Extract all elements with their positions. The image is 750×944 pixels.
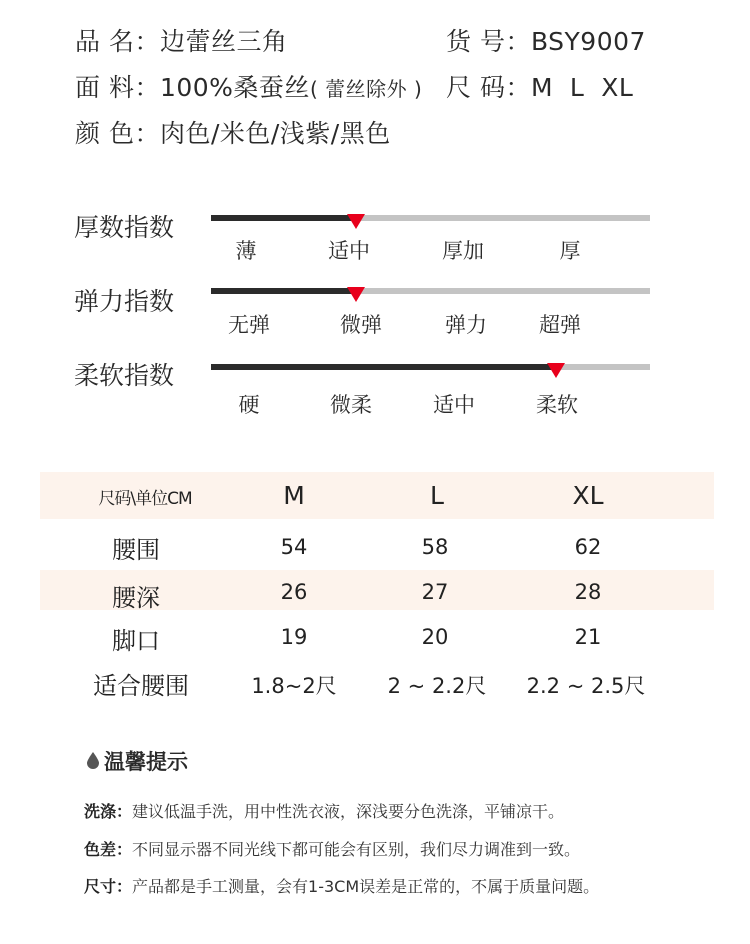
- product-sku-label: 货 号：: [446, 27, 531, 56]
- softness-level-1: 硬: [238, 393, 260, 417]
- table-row-label: 腰围: [112, 536, 160, 564]
- table-cell: 62: [574, 535, 602, 559]
- color-value: 肉色/米色/浅紫/黑色: [159, 119, 391, 148]
- product-sku-value: BSY9007: [530, 27, 646, 56]
- tip-color-difference: [84, 837, 580, 860]
- table-cell: 26: [280, 580, 308, 604]
- tip-washing: [84, 799, 564, 822]
- softness-index-title: 柔软指数: [74, 361, 175, 390]
- size-row: [446, 68, 633, 104]
- tips-title: 温馨提示: [104, 750, 188, 774]
- color-row: [75, 114, 391, 150]
- table-cell: 54: [280, 535, 308, 559]
- table-row-label: 腰深: [112, 584, 160, 612]
- color-label: 颜 色：: [75, 119, 160, 148]
- table-cell: 2.2 ~ 2.5尺: [526, 674, 646, 698]
- elasticity-marker: [347, 287, 365, 302]
- tip-text: 产品都是手工测量，会有1-3CM误差是正常的，不属于质量问题。: [132, 877, 600, 896]
- softness-level-3: 适中: [433, 393, 475, 417]
- tip-label: 洗涤：: [84, 802, 133, 821]
- table-cell: 28: [574, 580, 602, 604]
- product-sku-row: [446, 22, 646, 58]
- size-label: 尺 码：: [446, 73, 531, 102]
- thickness-marker: [347, 214, 365, 229]
- table-cell: 21: [574, 625, 602, 649]
- thickness-track: [211, 215, 650, 221]
- product-name-row: [75, 22, 287, 58]
- softness-track: [211, 364, 650, 370]
- size-value: M L XL: [530, 73, 634, 102]
- tip-label: 色差：: [84, 840, 133, 859]
- elasticity-level-2: 微弹: [340, 313, 382, 337]
- elasticity-level-1: 无弹: [228, 313, 270, 337]
- table-header-m: M: [283, 481, 305, 510]
- product-name-label: 品 名：: [75, 27, 160, 56]
- tip-text: 不同显示器不同光线下都可能会有区别，我们尽力调准到一致。: [132, 840, 581, 859]
- table-header-xl: XL: [572, 481, 604, 510]
- tip-text: 建议低温手洗，用中性洗衣液，深浅要分色洗涤，平铺凉干。: [132, 802, 565, 821]
- thickness-fill: [211, 215, 356, 221]
- thickness-level-1: 薄: [235, 239, 257, 263]
- table-cell: 58: [421, 535, 449, 559]
- fabric-label: 面 料：: [75, 73, 160, 102]
- table-cell: 19: [280, 625, 308, 649]
- table-cell: 27: [421, 580, 449, 604]
- thickness-level-4: 厚: [559, 239, 581, 263]
- softness-fill: [211, 364, 556, 370]
- elasticity-fill: [211, 288, 356, 294]
- table-row-label: 脚口: [112, 627, 160, 655]
- softness-level-2: 微柔: [330, 393, 372, 417]
- elasticity-level-3: 弹力: [445, 313, 487, 337]
- tip-size: [84, 874, 599, 897]
- fabric-value: 100%桑蚕丝: [159, 73, 310, 102]
- tip-label: 尺寸：: [84, 877, 133, 896]
- product-name-value: 边蕾丝三角: [159, 27, 288, 56]
- table-header-size-unit: 尺码\单位CM: [98, 489, 192, 509]
- table-cell: 1.8~2尺: [251, 674, 337, 698]
- softness-marker: [547, 363, 565, 378]
- table-header-l: L: [430, 481, 444, 510]
- fabric-row: [75, 68, 422, 104]
- elasticity-level-4: 超弹: [539, 313, 581, 337]
- elasticity-track: [211, 288, 650, 294]
- water-drop-icon: [86, 751, 100, 769]
- thickness-level-2: 适中: [328, 239, 370, 263]
- table-cell: 20: [421, 625, 449, 649]
- thickness-level-3: 厚加: [442, 239, 484, 263]
- fabric-note: ( 蕾丝除外 ): [309, 77, 423, 101]
- table-row-label: 适合腰围: [93, 672, 189, 700]
- table-cell: 2 ~ 2.2尺: [387, 674, 487, 698]
- thickness-index-title: 厚数指数: [74, 213, 175, 242]
- elasticity-index-title: 弹力指数: [74, 287, 175, 316]
- softness-level-4: 柔软: [536, 393, 578, 417]
